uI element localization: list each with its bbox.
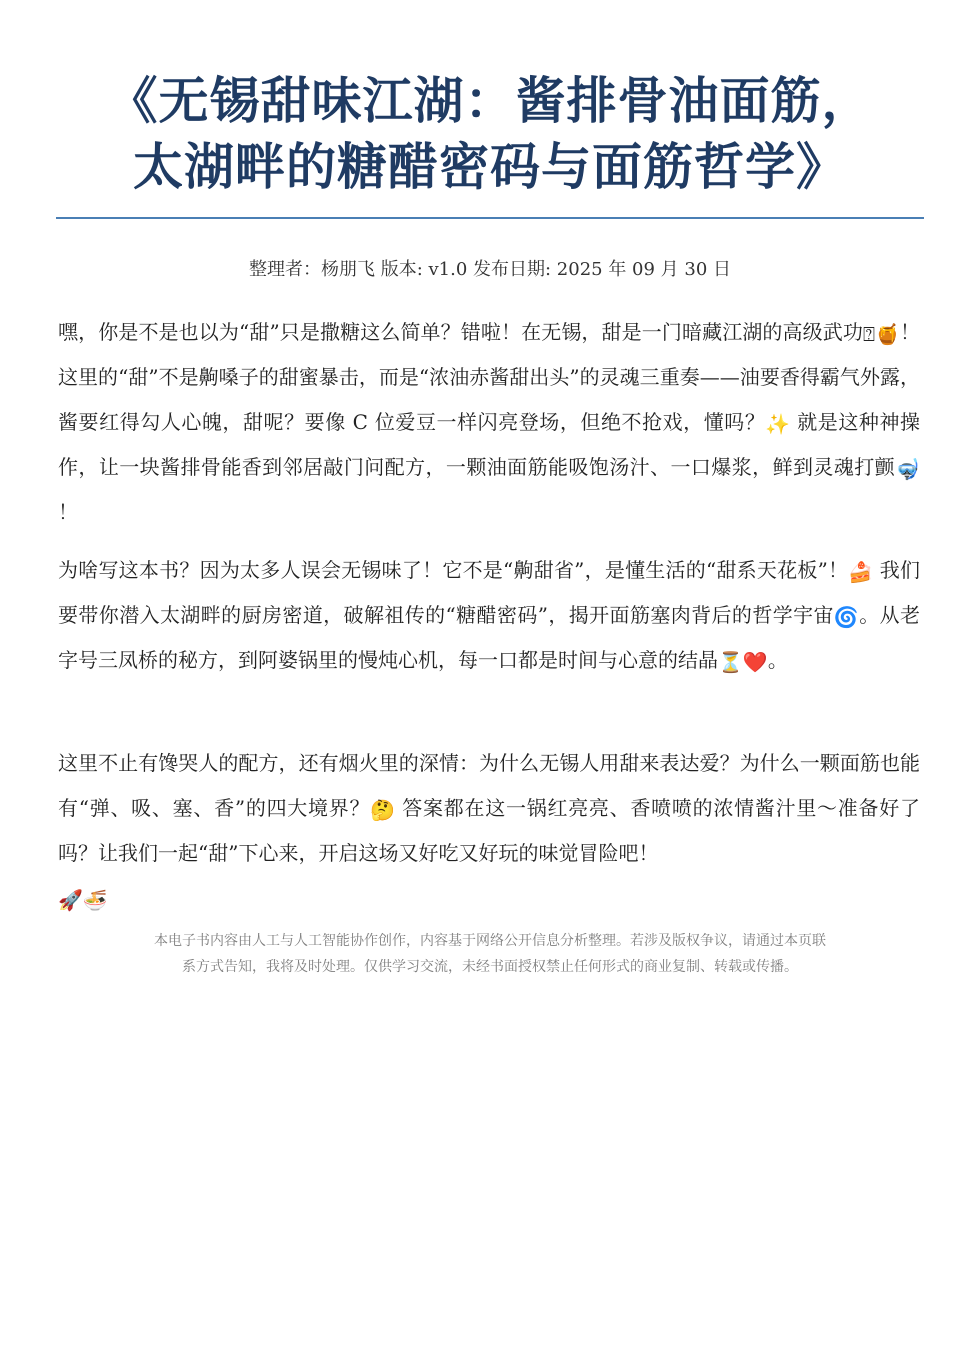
p2-text-a: 为啥写这本书？因为太多人误会无锡味了！它不是“齁甜省”，是懂生活的“甜系天花板”！ xyxy=(58,558,849,582)
author-name: 杨朋飞 xyxy=(320,259,375,280)
p3-text-b: 答案都在这一锅红亮亮、香喷喷的浓情酱汁里～准备好了吗？让我们一起“甜”下心来，开启这场又好吃又好玩的味觉冒险吧！ xyxy=(58,796,921,865)
sparkles-icon: ✨ xyxy=(765,412,791,436)
date-value: 2025 年 09 月 30 日 xyxy=(556,259,732,280)
rocket-noodle-icon: 🚀🍜 xyxy=(58,888,108,912)
p1-text-c: 就是这种神操作，让一块酱排骨能香到邻居敲门问配方，一颗油面筋能吸饱汤汁、一口爆浆，鲜到灵魂打颤 xyxy=(58,410,920,479)
hourglass-heart-icon: ⏳❤️ xyxy=(718,650,768,674)
intro-paragraph-2 xyxy=(58,548,920,683)
diving-mask-icon: 🤿 xyxy=(895,457,920,481)
p2-text-b: 我们要带你潜入太湖畔的厨房密道，破解祖传的“糖醋密码”，揭开面筋塞肉背后的哲学宇宙 xyxy=(58,558,921,627)
cyclone-icon: 🌀 xyxy=(833,605,859,629)
title-divider xyxy=(56,217,924,219)
title-line-2: 太湖畔的糖醋密码与面筋哲学》 xyxy=(133,138,847,196)
p3-text-a: 这里不止有馋哭人的配方，还有烟火里的深情：为什么无锡人用甜来表达爱？为什么一颗面筋也能有“弹、吸、塞、香”的四大境界？ xyxy=(58,751,920,820)
p1-text-b: ！这里的“甜”不是齁嗓子的甜蜜暴击，而是“浓油赤酱甜出头”的灵魂三重奏——油要香得霸气外露，酱要红得勾人心魄，甜呢？要像 C 位爱豆一样闪亮登场，但绝不抢戏，懂吗？ xyxy=(58,320,921,434)
intro-paragraph-3 xyxy=(58,741,920,921)
version-value: v1.0 xyxy=(428,259,468,280)
p1-text-a: 嘿，你是不是也以为“甜”只是撒糖这么简单？错啦！在无锡，甜是一门暗藏江湖的高级武功 xyxy=(58,320,863,344)
copyright-disclaimer xyxy=(56,928,924,980)
disclaimer-line-2: 系方式告知，我将及时处理。仅供学习交流，未经书面授权禁止任何形式的商业复制、转载或传播。 xyxy=(182,959,798,975)
p2-text-d: 。 xyxy=(767,648,788,672)
author-label: 整理者： xyxy=(248,259,321,280)
honey-pot-icon: ⍰🍯 xyxy=(862,322,900,346)
p1-text-d: ！ xyxy=(58,500,78,524)
intro-paragraph-1 xyxy=(58,310,920,535)
cake-icon: 🍰 xyxy=(848,560,874,584)
book-title xyxy=(56,68,924,200)
book-meta xyxy=(56,256,924,284)
date-label: 发布日期: xyxy=(467,259,557,280)
thinking-face-icon: 🤔 xyxy=(370,798,396,822)
version-label: 版本: xyxy=(374,259,429,280)
p2-text-c: 。从老字号三凤桥的秘方，到阿婆锅里的慢炖心机，每一口都是时间与心意的结晶 xyxy=(58,603,921,672)
disclaimer-line-1: 本电子书内容由人工与人工智能协作创作，内容基于网络公开信息分析整理。若涉及版权争议，请通过本页联 xyxy=(154,933,826,949)
title-line-1: 《无锡甜味江湖：酱排骨油面筋， xyxy=(107,72,873,130)
